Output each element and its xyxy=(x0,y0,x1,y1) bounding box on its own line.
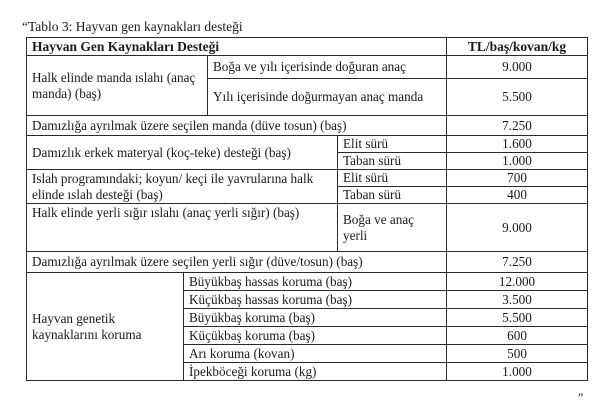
header-unit-amount: TL/baş/kovan/kg xyxy=(447,38,588,56)
row-value: 9.000 xyxy=(447,204,588,252)
row-value: 700 xyxy=(447,170,588,187)
table-row xyxy=(27,170,588,187)
row-sub-label: İpekböceği koruma (kg) xyxy=(184,363,447,381)
row-value: 500 xyxy=(447,345,588,363)
row-sub-label: Elit sürü xyxy=(338,170,447,187)
row-sub-label: Yılı içerisinde doğurmayan anaç manda xyxy=(208,79,447,116)
table-header-row xyxy=(27,38,588,56)
row-sub-label: Taban sürü xyxy=(338,153,447,170)
row-value: 400 xyxy=(447,187,588,204)
row-value: 9.000 xyxy=(447,56,588,79)
row-group-label: Islah programındaki; koyun/ keçi ile yavrularına halk elinde ıslah desteği (baş) xyxy=(27,170,338,204)
table-row xyxy=(27,56,588,79)
header-support-type: Hayvan Gen Kaynakları Desteği xyxy=(27,38,447,56)
row-full-label: Damızlığa ayrılmak üzere seçilen yerli sığır (düve/tosun) (baş) xyxy=(27,252,447,273)
row-value: 3.500 xyxy=(447,291,588,309)
table-row xyxy=(27,136,588,153)
row-value: 1.600 xyxy=(447,136,588,153)
row-sub-label: Küçükbaş hassas koruma (baş) xyxy=(184,291,447,309)
row-group-label: Halk elinde manda ıslahı (anaç manda) (baş) xyxy=(27,56,208,116)
row-sub-label: Büyükbaş koruma (baş) xyxy=(184,309,447,327)
row-sub-label: Taban sürü xyxy=(338,187,447,204)
table-row xyxy=(27,204,588,252)
row-sub-label: Boğa ve yılı içerisinde doğuran anaç xyxy=(208,56,447,79)
closing-quote: ” xyxy=(578,390,584,404)
table-row xyxy=(27,116,588,136)
row-sub-label: Boğa ve anaç yerli xyxy=(338,204,447,252)
gene-resources-support-table xyxy=(26,37,588,381)
row-group-label: Damızlık erkek materyal (koç-teke) desteği (baş) xyxy=(27,136,338,170)
row-value: 7.250 xyxy=(447,116,588,136)
row-group-label: Halk elinde yerli sığır ıslahı (anaç yerli sığır) (baş) xyxy=(27,204,338,252)
table-row xyxy=(27,273,588,291)
table-caption: “Tablo 3: Hayvan gen kaynakları desteği xyxy=(22,19,243,34)
row-value: 600 xyxy=(447,327,588,345)
row-sub-label: Arı koruma (kovan) xyxy=(184,345,447,363)
row-sub-label: Küçükbaş koruma (baş) xyxy=(184,327,447,345)
row-value: 7.250 xyxy=(447,252,588,273)
table-row xyxy=(27,252,588,273)
row-value: 1.000 xyxy=(447,153,588,170)
row-value: 12.000 xyxy=(447,273,588,291)
row-sub-label: Elit sürü xyxy=(338,136,447,153)
row-value: 5.500 xyxy=(447,79,588,116)
row-value: 1.000 xyxy=(447,363,588,381)
row-sub-label: Büyükbaş hassas koruma (baş) xyxy=(184,273,447,291)
row-value: 5.500 xyxy=(447,309,588,327)
row-group-label: Hayvan genetik kaynaklarını koruma xyxy=(27,273,184,381)
row-full-label: Damızlığa ayrılmak üzere seçilen manda (düve tosun) (baş) xyxy=(27,116,447,136)
